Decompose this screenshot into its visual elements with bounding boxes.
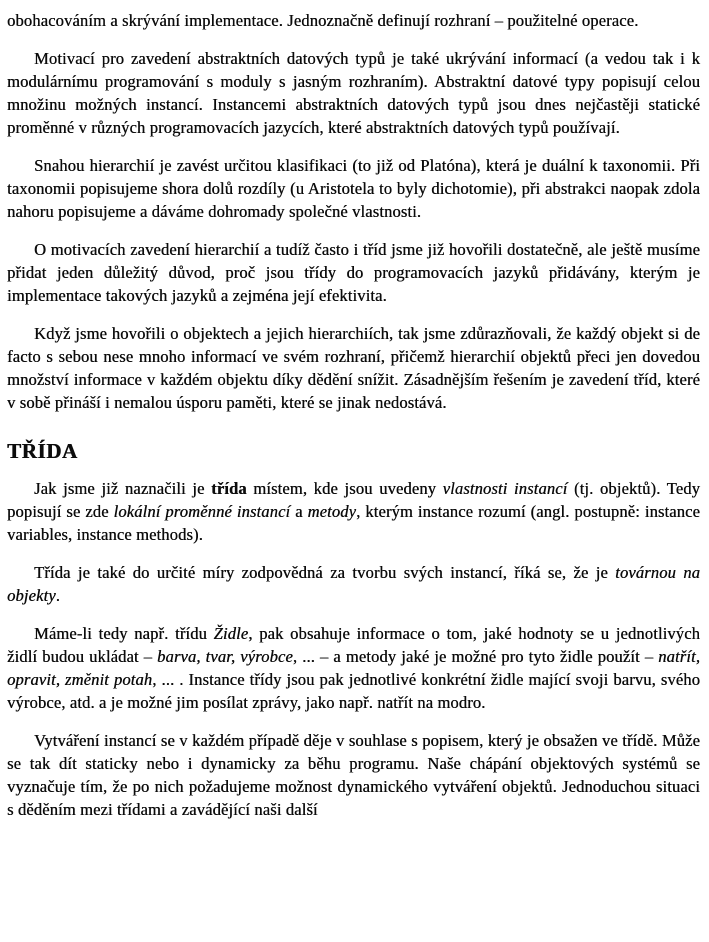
section-heading: TŘÍDA — [7, 439, 78, 463]
paragraph-2 — [7, 154, 700, 223]
text-run: a — [290, 502, 308, 521]
text-run-b: třída — [211, 479, 247, 498]
text-run: . — [55, 586, 60, 605]
text-run: Snahou hierarchií je zavést určitou klasifikaci (to již od Platóna), která je duální k taxonomii. Při taxonomii popisujeme shora dolů rozdíly (u Aristotela to byly dichotomie), při abstrakci naopak zdola nahoru popisujeme a dáváme dohromady společné vlastnosti. — [7, 156, 700, 221]
text-run-i: barva, tvar, výrobce — [157, 647, 293, 666]
text-run: , kterým instance rozumí (angl. postupně: instance variables, instance methods). — [7, 502, 700, 544]
text-run-i: továrnou na objekty — [7, 563, 700, 605]
text-run: místem, kde jsou uvedeny — [246, 479, 443, 498]
text-run-i: lokální proměnné instancí — [113, 502, 291, 521]
text-run: Vytváření instancí se v každém případě děje v souhlase s popisem, který je obsažen ve třídě. Může se tak dít staticky nebo i dynamicky za běhu programu. Naše chápání objektových systémů se vyznačuje tím, že po nich požadujeme možnost dynamického vytváření objektů. Jednoduchou situaci s děděním mezi třídami a zavádějící naši další — [7, 731, 700, 819]
text-run: Máme-li tedy např. třídu — [34, 624, 214, 643]
text-run: , pak obsahuje informace o tom, jaké hodnoty se u jednotlivých židlí budou ukládat – — [7, 624, 700, 666]
paragraph-9 — [7, 729, 700, 821]
text-run: Když jsme hovořili o objektech a jejich hierarchiích, tak jsme zdůrazňovali, že každý objekt si de facto s sebou nese mnoho informací ve svém rozhraní, přičemž hierarchií objektů přeci jen dovedou množství informace v každém objektu díky dědění snížit. Zásadnějším řešením je zavedení tříd, které v sobě přináší i nemalou úsporu paměti, které se jinak nedostává. — [7, 324, 700, 412]
text-run-i: metody — [307, 502, 357, 521]
text-run-i: Židle — [213, 624, 249, 643]
text-run: , ... – a metody jaké je možné pro tyto židle použít – — [292, 647, 659, 666]
text-run-i: vlastnosti instancí — [442, 479, 568, 498]
text-run: Motivací pro zavedení abstraktních datových typů je také ukrývání informací (a vedou tak i k modulárnímu programování s moduly s jasným rozhraním). Abstraktní datové typy popisují celou množinu možných instancí. Instancemi abstraktních datových typů jsou dnes nejčastěji statické proměnné v různých programovacích jazycích, které abstraktních datových typů používají. — [7, 49, 700, 137]
paragraph-6 — [7, 477, 700, 546]
paragraph-4 — [7, 322, 700, 414]
text-run: Třída je také do určité míry zodpovědná za tvorbu svých instancí, říká se, že je — [34, 563, 616, 582]
text-run: obohacováním a skrývání implementace. Jednoznačně definují rozhraní – použitelné operace. — [7, 11, 639, 30]
text-run-i: natřít, opravit, změnit potah — [7, 647, 700, 689]
text-run: (tj. objektů). Tedy popisují se zde — [7, 479, 700, 521]
text-run: Jak jsme již naznačili je — [34, 479, 212, 498]
paragraph-0 — [7, 9, 700, 32]
paragraph-1 — [7, 47, 700, 139]
text-run: O motivacích zavedení hierarchií a tudíž často i tříd jsme již hovořili dostatečně, ale ještě musíme přidat jeden důležitý důvod, proč jsou třídy do programovacích jazyků přidávány, kterým je implementace takových jazyků a zejména její efektivita. — [7, 240, 700, 305]
paragraph-3 — [7, 238, 700, 307]
text-run: , ... . Instance třídy jsou pak jednotlivé konkrétní židle mající svoji barvu, svého výrobce, atd. a je možné jim posílat zprávy, jako např. natřít na modro. — [7, 670, 701, 712]
page-content — [7, 9, 700, 821]
paragraph-7 — [7, 561, 700, 607]
paragraph-8 — [7, 622, 700, 714]
